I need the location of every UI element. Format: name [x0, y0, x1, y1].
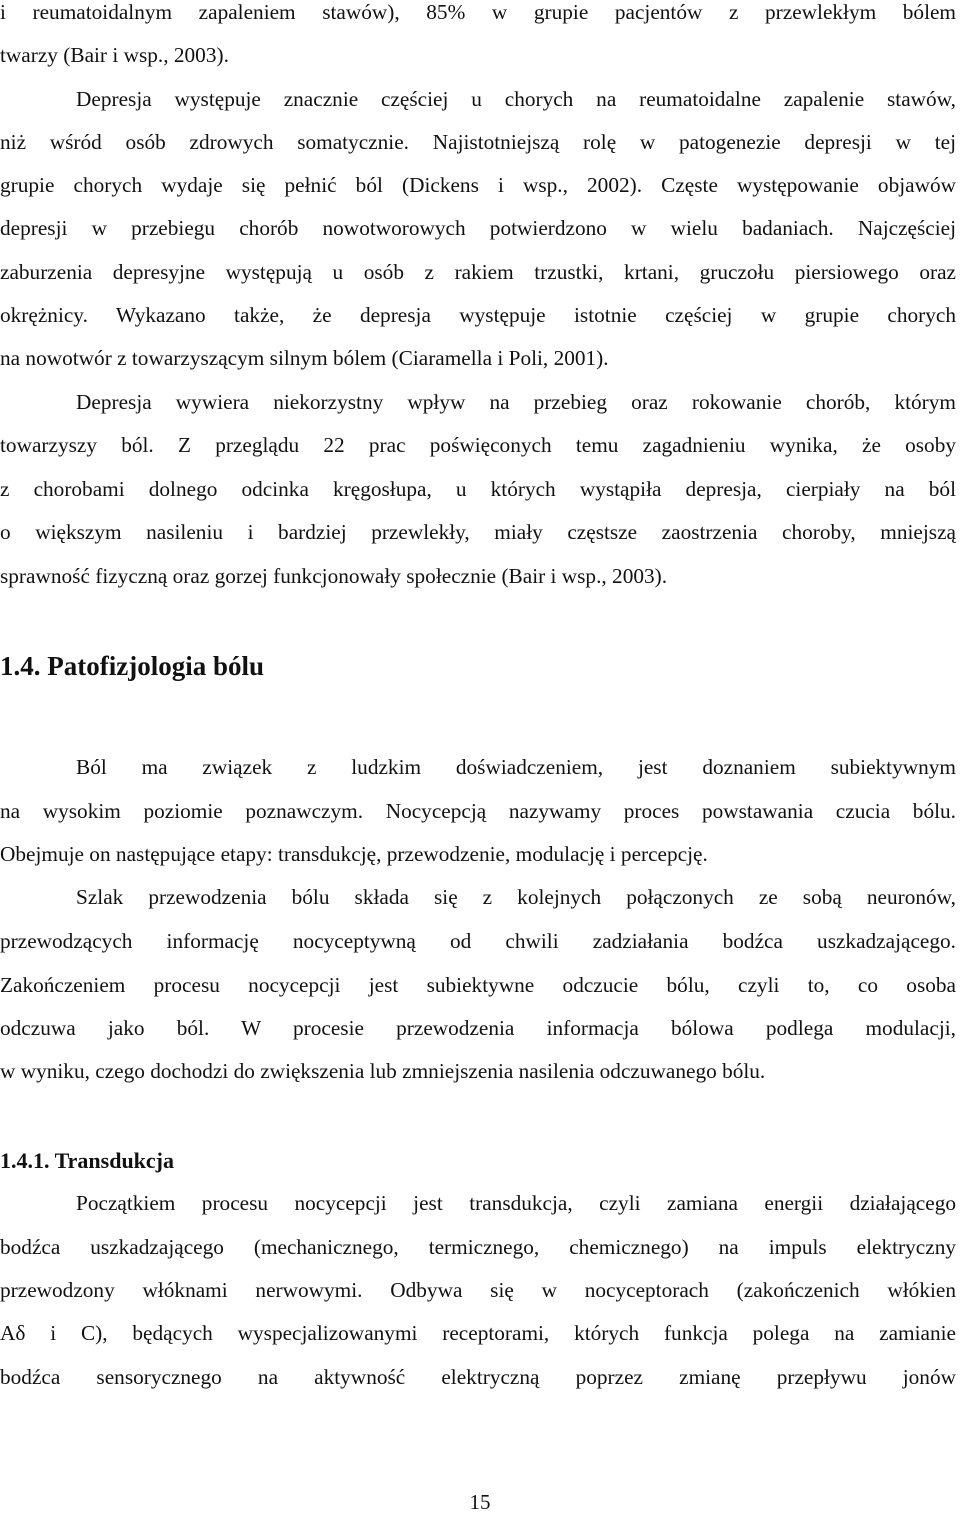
text-line: z chorobami dolnego odcinka kręgosłupa, u których wystąpiła depresja, cierpiały na ból — [0, 477, 956, 501]
text-line: sprawność fizyczną oraz gorzej funkcjonowały społecznie (Bair i wsp., 2003). — [0, 564, 668, 588]
subsection-title: Transdukcja — [54, 1148, 175, 1173]
text-line: Aδ i C), będących wyspecjalizowanymi receptorami, których funkcja polega na zamianie — [0, 1321, 956, 1345]
text-line: Zakończeniem procesu nocycepcji jest subiektywne odczucie bólu, czyli to, co osoba — [0, 973, 956, 997]
text-line: na nowotwór z towarzyszącym silnym bólem (Ciaramella i Poli, 2001). — [0, 346, 609, 370]
text-line: grupie chorych wydaje się pełnić ból (Dickens i wsp., 2002). Częste występowanie objawów — [0, 173, 956, 197]
text-line: bodźca sensorycznego na aktywność elektryczną poprzez zmianę przepływu jonów — [0, 1365, 956, 1389]
text-line: w wyniku, czego dochodzi do zwiększenia lub zmniejszenia nasilenia odczuwanego bólu. — [0, 1059, 766, 1083]
subsection-number: 1.4.1. — [0, 1148, 50, 1173]
text-line: przewodzących informację nocyceptywną od chwili zadziałania bodźca uszkadzającego. — [0, 929, 956, 953]
text-line: przewodzony włóknami nerwowymi. Odbywa się w nocyceptorach (zakończenich włókien — [0, 1278, 956, 1302]
text-line: Depresja występuje znacznie częściej u chorych na reumatoidalne zapalenie stawów, — [76, 87, 956, 111]
text-line: twarzy (Bair i wsp., 2003). — [0, 43, 229, 67]
subsection-heading — [0, 1150, 174, 1172]
text-line: Obejmuje on następujące etapy: transdukcję, przewodzenie, modulację i percepcję. — [0, 842, 708, 866]
text-line: bodźca uszkadzającego (mechanicznego, termicznego, chemicznego) na impuls elektryczny — [0, 1235, 956, 1259]
text-line: o większym nasileniu i bardziej przewlekły, miały częstsze zaostrzenia choroby, mniejszą — [0, 520, 956, 544]
text-line: i reumatoidalnym zapaleniem stawów), 85% w grupie pacjentów z przewlekłym bólem — [0, 0, 956, 24]
text-line: okrężnicy. Wykazano także, że depresja występuje istotnie częściej w grupie chorych — [0, 303, 956, 327]
text-line: niż wśród osób zdrowych somatycznie. Najistotniejszą rolę w patogenezie depresji w tej — [0, 130, 956, 154]
text-line: towarzyszy ból. Z przeglądu 22 prac poświęconych temu zagadnieniu wynika, że osoby — [0, 433, 956, 457]
section-number: 1.4. — [0, 651, 41, 681]
text-line: Początkiem procesu nocycepcji jest transdukcja, czyli zamiana energii działającego — [76, 1191, 956, 1215]
page-number: 15 — [469, 1490, 491, 1514]
text-line: depresji w przebiegu chorób nowotworowych potwierdzono w wielu badaniach. Najczęściej — [0, 216, 956, 240]
section-title: Patofizjologia bólu — [47, 651, 264, 681]
text-line: Depresja wywiera niekorzystny wpływ na przebieg oraz rokowanie chorób, którym — [76, 390, 956, 414]
section-heading — [0, 653, 264, 680]
text-line: zaburzenia depresyjne występują u osób z rakiem trzustki, krtani, gruczołu piersiowego oraz — [0, 260, 956, 284]
text-line: Ból ma związek z ludzkim doświadczeniem, jest doznaniem subiektywnym — [76, 755, 956, 779]
text-line: na wysokim poziomie poznawczym. Nocycepcją nazywamy proces powstawania czucia bólu. — [0, 799, 956, 823]
text-line: Szlak przewodzenia bólu składa się z kolejnych połączonych ze sobą neuronów, — [76, 885, 956, 909]
text-line: odczuwa jako ból. W procesie przewodzenia informacja bólowa podlega modulacji, — [0, 1016, 956, 1040]
